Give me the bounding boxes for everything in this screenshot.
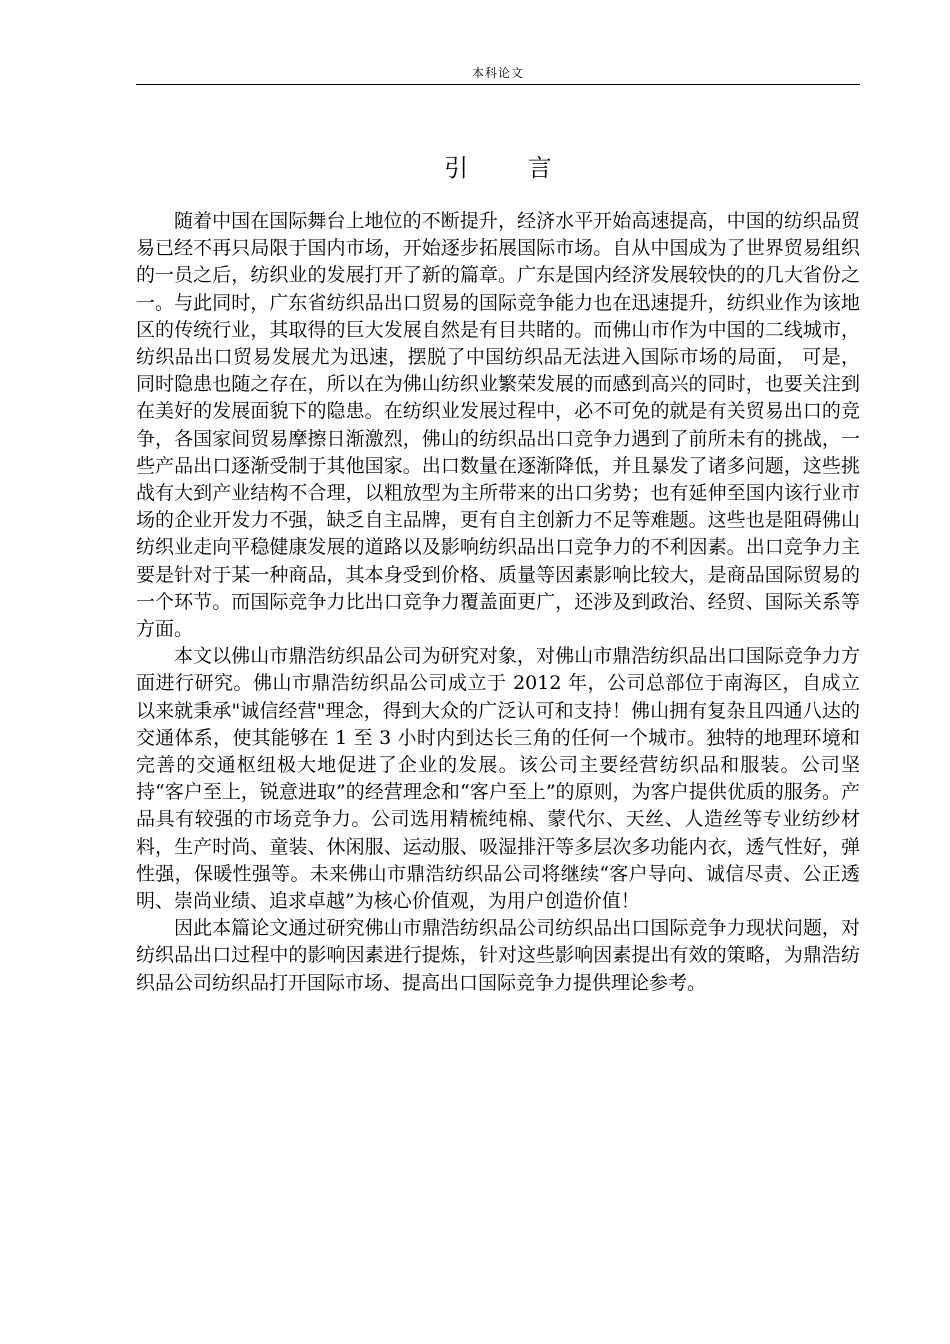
body-text [136,208,860,997]
header-rule [136,84,860,85]
section-title: 引 言 [444,154,578,182]
paragraph-1: 随着中国在国际舞台上地位的不断提升，经济水平开始高速提高，中国的纺织品贸易已经不再只局限于国内市场，开始逐步拓展国际市场。自从中国成为了世界贸易组织的一员之后，纺织业的发展打开了新的篇章。广东是国内经济发展较快的的几大省份之一。与此同时，广东省纺织品出口贸易的国际竞争能力也在迅速提升，纺织业作为该地区的传统行业，其取得的巨大发展自然是有目共睹的。而佛山市作为中国的二线城市，纺织品出口贸易发展尤为迅速，摆脱了中国纺织品无法进入国际市场的局面， 可是，同时隐患也随之存在，所以在为佛山纺织业繁荣发展的而感到高兴的同时，也要关注到在美好的发展面貌下的隐患。在纺织业发展过程中，必不可免的就是有关贸易出口的竞争，各国家间贸易摩擦日渐激烈，佛山的纺织品出口竞争力遇到了前所未有的挑战，一些产品出口逐渐受制于其他国家。出口数量在逐渐降低，并且暴发了诸多问题，这些挑战有大到产业结构不合理，以粗放型为主所带来的出口劣势；也有延伸至国内该行业市场的企业开发力不强，缺乏自主品牌，更有自主创新力不足等难题。这些也是阻碍佛山纺织业走向平稳健康发展的道路以及影响纺织品出口竞争力的不利因素。出口竞争力主要是针对于某一种商品，其本身受到价格、质量等因素影响比较大，是商品国际贸易的一个环节。而国际竞争力比出口竞争力覆盖面更广，还涉及到政治、经贸、国际关系等方面。 [136,210,860,641]
running-header: 本科论文 [471,66,524,80]
paragraph-3: 因此本篇论文通过研究佛山市鼎浩纺织品公司纺织品出口国际竞争力现状问题，对纺织品出口过程中的影响因素进行提炼，针对这些影响因素提出有效的策略，为鼎浩纺织品公司纺织品打开国际市场、提高出口国际竞争力提供理论参考。 [136,917,860,994]
paragraph-2: 本文以佛山市鼎浩纺织品公司为研究对象，对佛山市鼎浩纺织品出口国际竞争力方面进行研究。佛山市鼎浩纺织品公司成立于 2012 年，公司总部位于南海区，自成立以来就秉承"诚信经营"理念，得到大众的广泛认可和支持！佛山拥有复杂且四通八达的交通体系，使其能够在 1 至 3 小时内到达长三角的任何一个城市。独特的地理环境和完善的交通枢纽极大地促进了企业的发展。该公司主要经营纺织品和服装。公司坚持“客户至上，锐意进取”的经营理念和“客户至上”的原则，为客户提供优质的服务。产品具有较强的市场竞争力。公司选用精梳纯棉、蒙代尔、天丝、人造丝等专业纺纱材料，生产时尚、童装、休闲服、运动服、吸湿排汗等多层次多功能内衣，透气性好，弹性强，保暖性强等。未来佛山市鼎浩纺织品公司将继续“客户导向、诚信尽责、公正透明、崇尚业绩、追求卓越”为核心价值观，为用户创造价值！ [136,645,860,913]
